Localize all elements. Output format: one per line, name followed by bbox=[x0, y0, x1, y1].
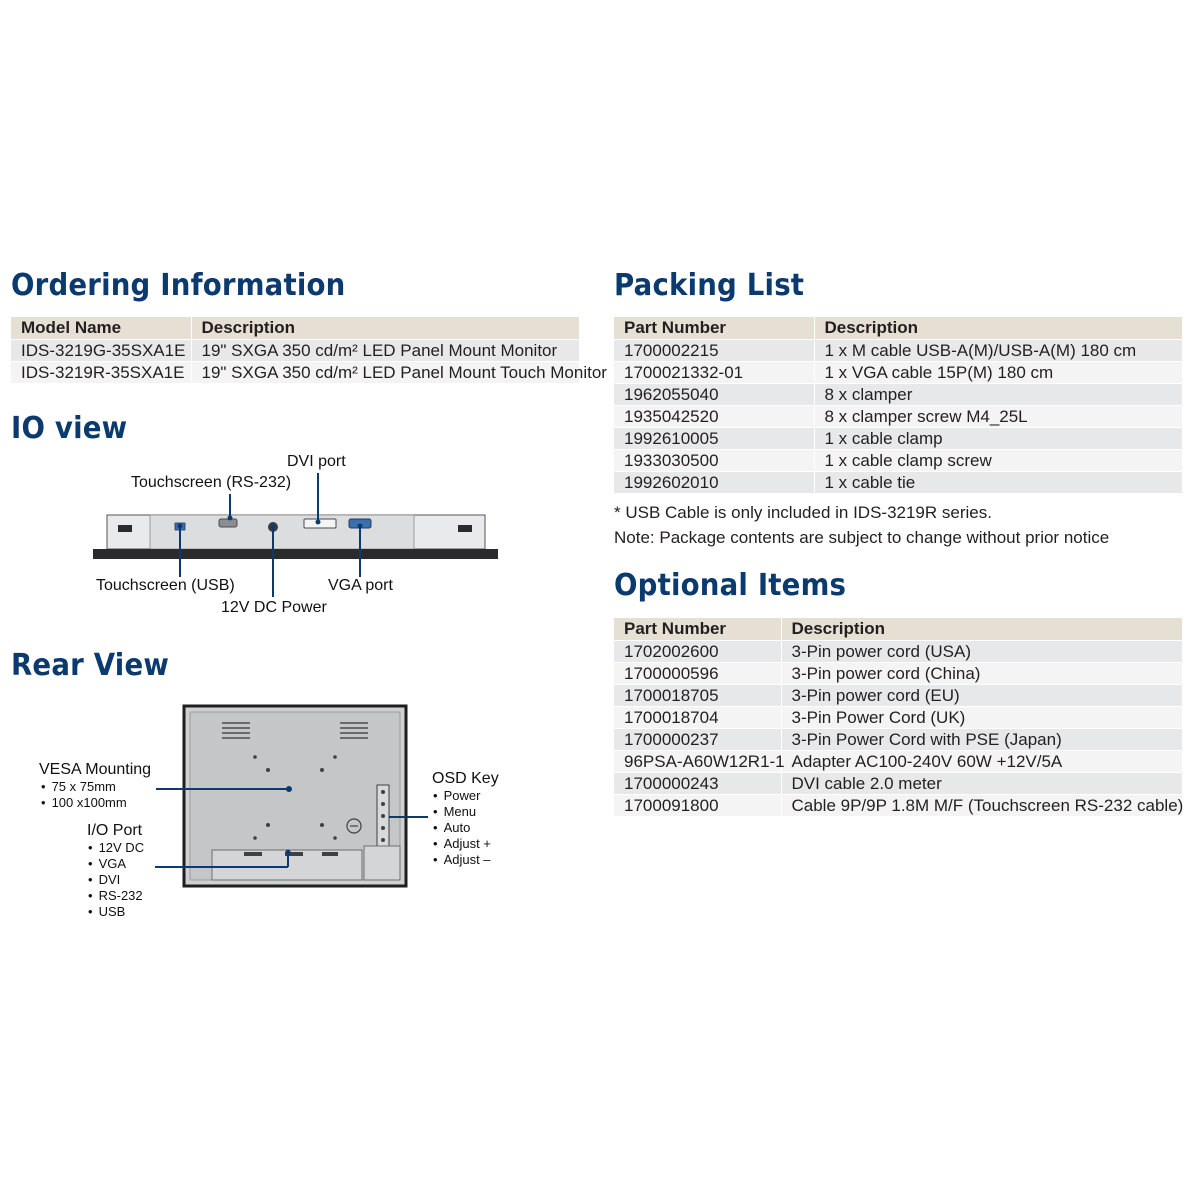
vesa-item: • 75 x 75mm bbox=[41, 779, 116, 794]
io-view-title: IO view bbox=[11, 411, 128, 446]
touchscreen-rs232-label: Touchscreen (RS-232) bbox=[131, 474, 292, 491]
part-number-cell: 96PSA-A60W12R1-1 bbox=[614, 751, 781, 773]
part-number-cell: 1700000596 bbox=[614, 663, 781, 685]
osd-key-item: • Menu bbox=[433, 804, 476, 819]
table-row bbox=[614, 362, 1182, 384]
description-cell: 3-Pin power cord (USA) bbox=[781, 641, 1182, 663]
io-port-item: • DVI bbox=[88, 872, 120, 887]
optional-items-table bbox=[614, 618, 1182, 816]
part-number-cell: 1700002215 bbox=[614, 340, 814, 362]
description-cell: DVI cable 2.0 meter bbox=[781, 773, 1182, 795]
dc-power-label: 12V DC Power bbox=[221, 599, 327, 616]
part-number-cell: 1700091800 bbox=[614, 795, 781, 817]
osd-key-item: • Power bbox=[433, 788, 480, 803]
description-cell: 8 x clamper bbox=[814, 384, 1182, 406]
part-number-cell: 1700000243 bbox=[614, 773, 781, 795]
part-number-cell: 1962055040 bbox=[614, 384, 814, 406]
description-cell: Adapter AC100-240V 60W +12V/5A bbox=[781, 751, 1182, 773]
table-row bbox=[614, 795, 1182, 817]
vesa-item: • 100 x100mm bbox=[41, 795, 127, 810]
table-row bbox=[614, 340, 1182, 362]
description-cell: 19" SXGA 350 cd/m² LED Panel Mount Touch Monitor bbox=[191, 362, 579, 384]
package-contents-note: Note: Package contents are subject to change without prior notice bbox=[614, 528, 1110, 547]
part-number-cell: 1992602010 bbox=[614, 472, 814, 494]
io-port-label: I/O Port bbox=[87, 822, 143, 839]
table-row bbox=[614, 406, 1182, 428]
packing-list-table bbox=[614, 317, 1182, 493]
description-cell: 1 x M cable USB-A(M)/USB-A(M) 180 cm bbox=[814, 340, 1182, 362]
description-cell: Cable 9P/9P 1.8M M/F (Touchscreen RS-232 cable) bbox=[781, 795, 1182, 817]
io-port-item: • VGA bbox=[88, 856, 126, 871]
part-number-cell: 1700000237 bbox=[614, 729, 781, 751]
description-cell: 1 x cable tie bbox=[814, 472, 1182, 494]
column-header: Model Name bbox=[11, 317, 191, 340]
model-name-cell: IDS-3219G-35SXA1E bbox=[11, 340, 191, 362]
io-port-plate bbox=[150, 515, 414, 549]
description-cell: 3-Pin power cord (EU) bbox=[781, 685, 1182, 707]
table-row bbox=[614, 663, 1182, 685]
osd-key-item: • Auto bbox=[433, 820, 470, 835]
vga-port-label: VGA port bbox=[328, 577, 393, 594]
model-name-cell: IDS-3219R-35SXA1E bbox=[11, 362, 191, 384]
part-number-cell: 1700018705 bbox=[614, 685, 781, 707]
ordering-title: Ordering Information bbox=[11, 268, 346, 303]
description-cell: 8 x clamper screw M4_25L bbox=[814, 406, 1182, 428]
description-cell: 3-Pin Power Cord with PSE (Japan) bbox=[781, 729, 1182, 751]
part-number-cell: 1700021332-01 bbox=[614, 362, 814, 384]
osd-key-label: OSD Key bbox=[432, 770, 499, 787]
io-port-item: • RS-232 bbox=[88, 888, 143, 903]
table-row bbox=[614, 450, 1182, 472]
osd-key-item: • Adjust + bbox=[433, 836, 491, 851]
rs232-port-icon bbox=[219, 519, 237, 527]
part-number-cell: 1700018704 bbox=[614, 707, 781, 729]
table-row bbox=[614, 428, 1182, 450]
usb-cable-note: * USB Cable is only included in IDS-3219R series. bbox=[614, 503, 992, 522]
table-row bbox=[614, 773, 1182, 795]
description-cell: 3-Pin Power Cord (UK) bbox=[781, 707, 1182, 729]
part-number-cell: 1702002600 bbox=[614, 641, 781, 663]
osd-key-item: • Adjust – bbox=[433, 852, 491, 867]
description-cell: 3-Pin power cord (China) bbox=[781, 663, 1182, 685]
packing-list-title: Packing List bbox=[614, 268, 805, 303]
description-cell: 1 x VGA cable 15P(M) 180 cm bbox=[814, 362, 1182, 384]
touchscreen-usb-label: Touchscreen (USB) bbox=[96, 577, 235, 594]
table-row bbox=[614, 472, 1182, 494]
part-number-cell: 1935042520 bbox=[614, 406, 814, 428]
table-row bbox=[614, 685, 1182, 707]
part-number-cell: 1933030500 bbox=[614, 450, 814, 472]
table-header-row bbox=[614, 618, 1182, 641]
dvi-port-label: DVI port bbox=[287, 453, 346, 470]
table-row bbox=[614, 641, 1182, 663]
bezel-edge bbox=[93, 549, 498, 559]
column-header: Part Number bbox=[614, 317, 814, 340]
table-row bbox=[614, 729, 1182, 751]
table-row bbox=[614, 751, 1182, 773]
table-row bbox=[614, 707, 1182, 729]
description-cell: 1 x cable clamp screw bbox=[814, 450, 1182, 472]
column-header: Description bbox=[781, 618, 1182, 641]
table-row bbox=[614, 384, 1182, 406]
column-header: Part Number bbox=[614, 618, 781, 641]
io-port-item: • 12V DC bbox=[88, 840, 144, 855]
optional-items-title: Optional Items bbox=[614, 568, 847, 603]
column-header: Description bbox=[191, 317, 579, 340]
description-cell: 19" SXGA 350 cd/m² LED Panel Mount Monitor bbox=[191, 340, 579, 362]
column-header: Description bbox=[814, 317, 1182, 340]
part-number-cell: 1992610005 bbox=[614, 428, 814, 450]
table-header-row bbox=[614, 317, 1182, 340]
rear-view-title: Rear View bbox=[11, 648, 170, 683]
vesa-mounting-label: VESA Mounting bbox=[39, 761, 152, 778]
io-port-item: • USB bbox=[88, 904, 125, 919]
description-cell: 1 x cable clamp bbox=[814, 428, 1182, 450]
